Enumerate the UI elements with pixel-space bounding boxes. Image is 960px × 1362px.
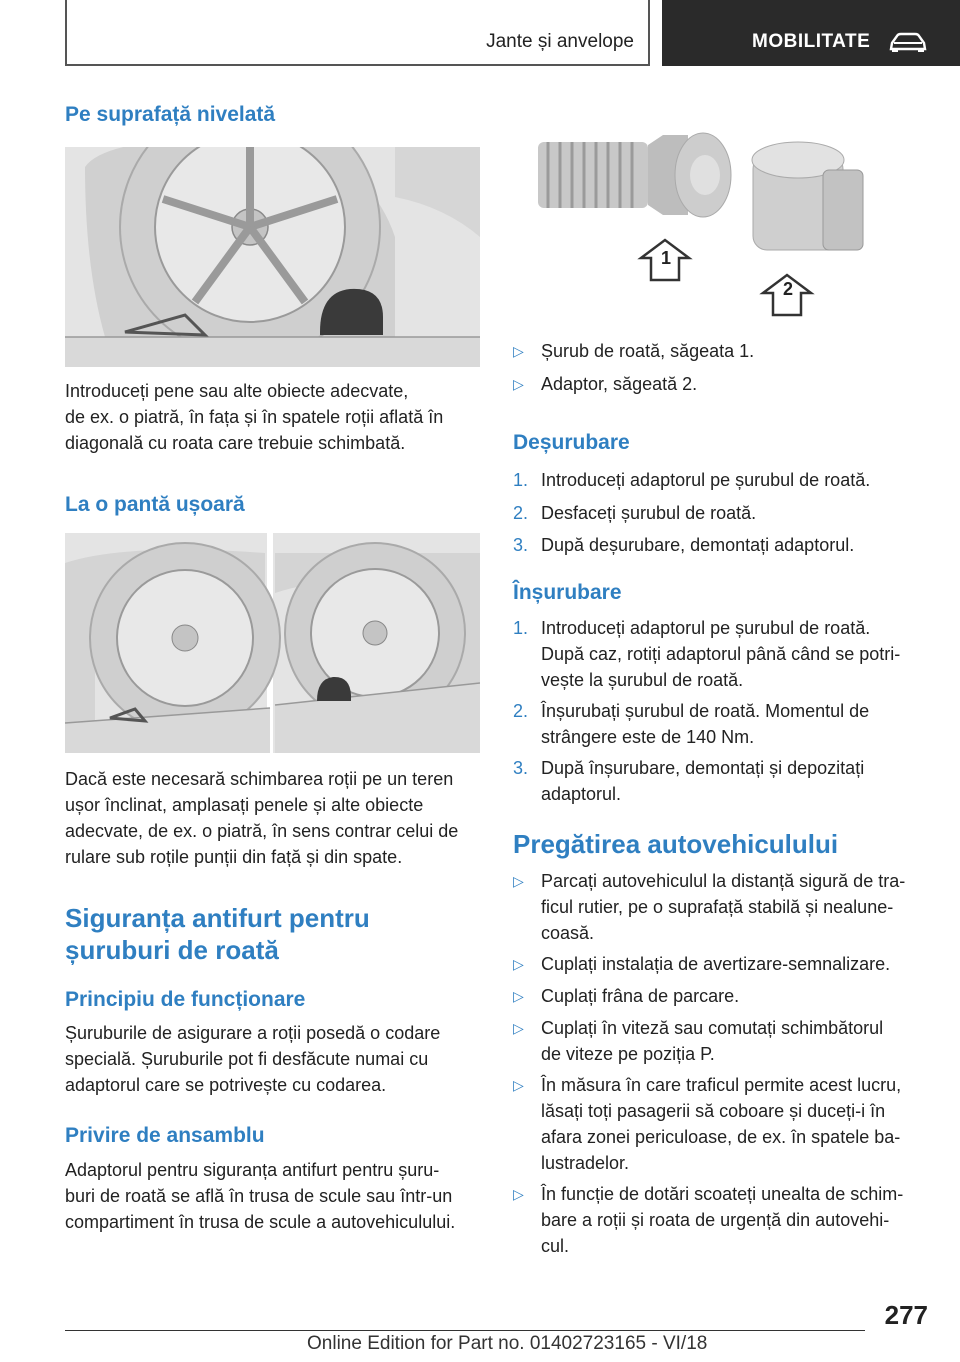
screw-step: 1. Introduceți adaptorul pe șurubul de roată. După caz, rotiți adaptorul până când se potri- vește la șurubul de roată.: [513, 618, 901, 690]
triangle-bullet-icon: ▷: [513, 376, 524, 392]
bolt-adapter-illustration: [513, 130, 928, 330]
paragraph-overview: Adaptorul pentru siguranța antifurt pentru șuru- buri de roată se află în trusa de scule sau într-un compartiment în trusa de scule a autovehiculului.: [65, 1160, 456, 1232]
unscrew-step: 3. După deșurubare, demontați adaptorul.: [513, 535, 855, 555]
triangle-bullet-icon: ▷: [513, 1020, 524, 1036]
chapter-title: MOBILITATE: [752, 31, 871, 52]
figure-flat-wheel: [65, 147, 480, 367]
footer-divider: [65, 1330, 865, 1331]
paragraph-flat-surface: Introduceți pene sau alte obiecte adecvate, de ex. o piatră, în fața și în spatele roții aflată în diagonală cu roata care trebuie schimbată.: [65, 381, 444, 453]
page-number: 277: [884, 1300, 928, 1330]
figure-label-1: 1: [661, 248, 672, 268]
legend-item: ▷ Șurub de roată, săgeata 1.: [513, 338, 754, 364]
heading-screw: Înșurubare: [513, 581, 622, 604]
prep-item: ▷ Parcați autovehiculul la distanță sigură de tra- ficul rutier, pe o suprafață stabilă și nealune- coasă.: [513, 868, 905, 946]
page-header: [0, 0, 960, 66]
paragraph-slight-slope: Dacă este necesară schimbarea roții pe un teren ușor înclinat, amplasați penele și alte obiecte adecvate, de ex. o piatră, în sens contrar celui de rulare sub roțile punții din față și din spate.: [65, 769, 459, 867]
heading-flat-surface: Pe suprafață nivelată: [65, 103, 276, 126]
triangle-bullet-icon: ▷: [513, 343, 524, 359]
triangle-bullet-icon: ▷: [513, 988, 524, 1004]
chapter-tab: [662, 0, 960, 66]
section-title: Jante și anvelope: [486, 31, 634, 52]
section-tab: [65, 0, 650, 66]
heading-slight-slope: La o pantă ușoară: [65, 493, 245, 516]
flat-wheel-illustration: [65, 147, 480, 367]
legend-item: ▷ Adaptor, săgeată 2.: [513, 371, 697, 397]
triangle-bullet-icon: ▷: [513, 873, 524, 889]
prep-item: ▷ În măsura în care traficul permite acest lucru, lăsați toți pasagerii să coboare și duceți-i în afara zonei periculoase, de ex. în spatele ba- lustradelor.: [513, 1072, 901, 1176]
edition-note: Online Edition for Part no. 01402723165 - VI/18: [307, 1333, 708, 1354]
heading-lug-bolt-lock: Siguranța antifurt pentru șuruburi de roată: [65, 903, 370, 965]
heading-overview: Privire de ansamblu: [65, 1124, 265, 1147]
slope-wheels-illustration: [65, 533, 480, 753]
prep-item: ▷ Cuplați în viteză sau comutați schimbătorul de viteze pe poziția P.: [513, 1015, 883, 1067]
figure-bolt-adapter: [513, 130, 928, 330]
car-icon: [888, 31, 928, 53]
heading-unscrew: Deșurubare: [513, 431, 630, 454]
triangle-bullet-icon: ▷: [513, 1186, 524, 1202]
figure-slope-wheels: [65, 533, 480, 753]
prep-item: ▷ Cuplați instalația de avertizare-semnalizare.: [513, 951, 890, 977]
screw-step: 3. După înșurubare, demontați și depozitați adaptorul.: [513, 758, 865, 804]
prep-item: ▷ În funcție de dotări scoateți unealta de schim- bare a roții și roata de urgență din autovehi- cul.: [513, 1181, 903, 1259]
triangle-bullet-icon: ▷: [513, 956, 524, 972]
prep-item: ▷ Cuplați frâna de parcare.: [513, 983, 739, 1009]
heading-principle: Principiu de funcționare: [65, 988, 306, 1011]
screw-step: 2. Înșurubați șurubul de roată. Momentul de strângere este de 140 Nm.: [513, 701, 870, 747]
heading-vehicle-prep: Pregătirea autovehiculului: [513, 829, 839, 859]
unscrew-step: 2. Desfaceți șurubul de roată.: [513, 503, 757, 523]
triangle-bullet-icon: ▷: [513, 1077, 524, 1093]
unscrew-step: 1. Introduceți adaptorul pe șurubul de roată.: [513, 470, 871, 490]
paragraph-principle: Șuruburile de asigurare a roții posedă o codare specială. Șuruburile pot fi desfăcute numai cu adaptorul care se potrivește cu codarea.: [65, 1023, 441, 1095]
figure-label-2: 2: [783, 279, 794, 299]
